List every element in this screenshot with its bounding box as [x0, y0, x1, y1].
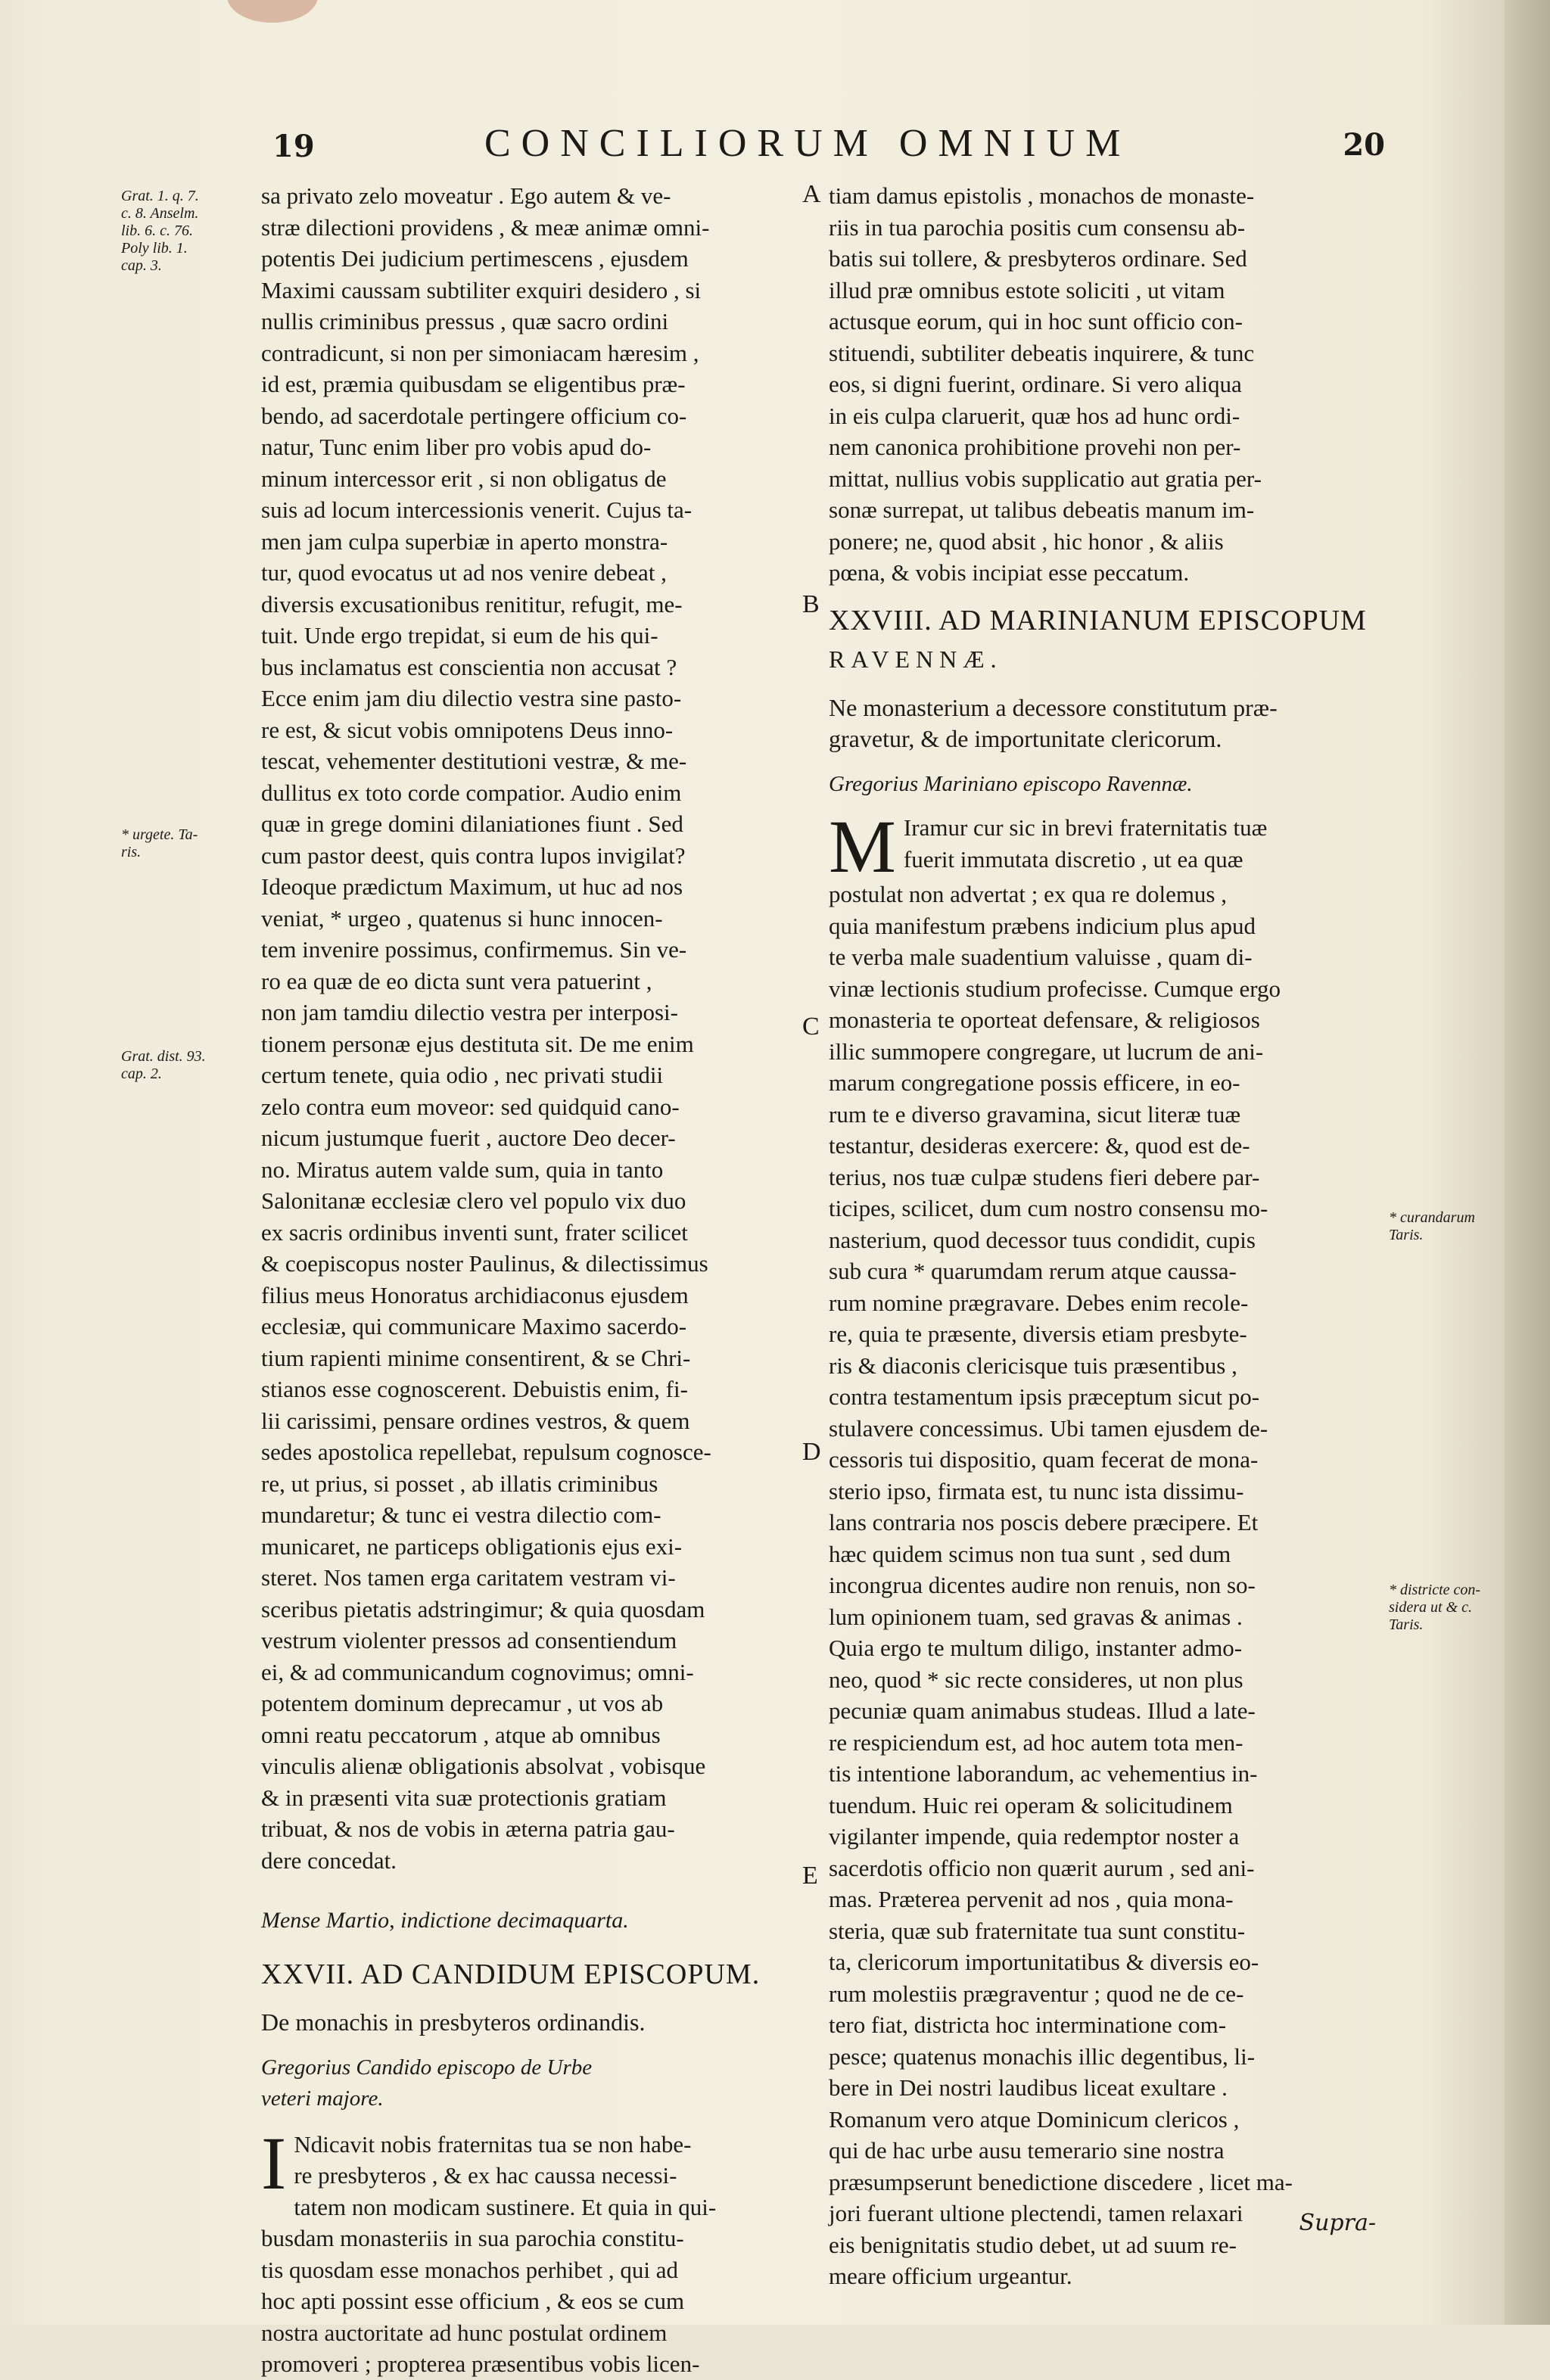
text-line: diversis excusationibus renititur, refugit, me-	[261, 590, 683, 618]
left-paragraph-1	[261, 180, 802, 1876]
margin-note-gratian-dist	[121, 1048, 254, 1083]
text-line: stianos esse cognoscerent. Debuistis enim, fi-	[261, 1376, 688, 1402]
margin-note-line: Taris.	[1389, 1616, 1424, 1633]
text-line: monasteria te oporteat defensare, & religiosos	[829, 1006, 1260, 1033]
running-title: CONCILIORUM OMNIUM	[484, 122, 1131, 165]
left-paragraph-2	[261, 2120, 802, 2380]
text-line: vigilanter impende, quia redemptor noster a	[829, 1823, 1240, 1850]
text-line: præsumpserunt benedictione discedere , licet ma-	[829, 2168, 1293, 2195]
text-line: pecuniæ quam animabus studeas. Illud a late-	[829, 1697, 1256, 1724]
text-line: Ecce enim jam diu dilectio vestra sine pasto-	[261, 685, 682, 711]
text-line: hoc apti possint esse officium , & eos se cum	[261, 2288, 685, 2314]
text-line: lii carissimi, pensare ordines vestros, & quem	[261, 1407, 690, 1434]
text-line: illud præ omnibus estote soliciti , ut vitam	[829, 276, 1225, 303]
section-title-xxviii: XXVIII. AD MARINIANUM EPISCOPUM	[829, 604, 1367, 636]
right-paragraph-1	[829, 180, 1385, 589]
text-line: te verba male suadentium valuisse , quam di-	[829, 944, 1253, 970]
text-line: incongrua dicentes audire non renuis, non so-	[829, 1572, 1256, 1598]
text-line: terius, nos tuæ culpæ studens fieri debere par-	[829, 1163, 1260, 1190]
text-line: riis in tua parochia positis cum consensu ab-	[829, 213, 1246, 241]
salutation-xxviii: Gregorius Mariniano episcopo Ravennæ.	[829, 771, 1193, 796]
text-line: fuerit immutata discretio , ut ea quæ	[903, 845, 1243, 873]
text-line: eis benignitatis studio debet, ut ad suum re-	[829, 2231, 1237, 2258]
section-subtitle-xxviii-line1: Ne monasterium a decessore constitutum præ-	[829, 693, 1278, 721]
text-line: bendo, ad sacerdotale pertingere officium co-	[261, 402, 687, 429]
text-line: men jam culpa superbiæ in aperto monstra-	[261, 527, 668, 555]
text-line: tium rapienti minime consentirent, & se Chri-	[261, 1344, 691, 1371]
adjacent-page-edge	[1505, 0, 1550, 2325]
text-line: cessoris tui dispositio, quam fecerat de mona-	[829, 1446, 1259, 1473]
text-line: id est, præmia quibusdam se eligentibus præ-	[261, 371, 686, 397]
text-line: lans contraria nos poscis debere præcipere. Et	[829, 1509, 1259, 1535]
text-line: eos, si digni fuerint, ordinare. Si vero aliqua	[829, 371, 1242, 397]
text-line: jori fuerant ultione plectendi, tamen relaxari	[829, 2200, 1243, 2226]
text-line: ticipes, scilicet, dum cum nostro consensu mo-	[829, 1195, 1268, 1221]
text-line: tatem non modicam sustinere. Et quia in qui-	[294, 2193, 717, 2220]
running-header	[257, 121, 1393, 174]
text-line: testantur, desideras exercere: &, quod est de-	[829, 1132, 1250, 1159]
salutation-xxvii-line1: Gregorius Candido episcopo de Urbe	[261, 2055, 593, 2080]
text-line: tero fiat, districta hoc interminatione com-	[829, 2011, 1227, 2038]
text-line: non jam tamdiu dilectio vestra per interposi-	[261, 999, 678, 1025]
text-line: tur, quod evocatus ut ad nos venire debeat ,	[261, 559, 667, 586]
text-line: tuit. Unde ergo trepidat, si eum de his qui-	[261, 622, 658, 649]
text-line: qui de hac urbe ausu temerario sine nostra	[829, 2137, 1225, 2164]
text-line: re presbyteros , & ex hac caussa necessi-	[294, 2162, 677, 2189]
text-line: re est, & sicut vobis omnipotens Deus inno-	[261, 716, 674, 743]
text-line: mas. Præterea pervenit ad nos , quia mona-	[829, 1886, 1234, 1912]
margin-note-districte	[1389, 1582, 1510, 1634]
text-line: neo, quod * sic recte consideres, ut non plus	[829, 1666, 1243, 1693]
text-line: contradicunt, si non per simoniacam hæresim ,	[261, 339, 699, 366]
text-line: Ndicavit nobis fraternitas tua se non habe-	[294, 2130, 692, 2158]
catchword: Supra-	[1299, 2210, 1376, 2236]
text-line: stituendi, subtiliter debeatis inquirere, & tunc	[829, 339, 1255, 366]
left-column	[261, 180, 802, 2380]
text-line: re respiciendum est, ad hoc autem tota men-	[829, 1728, 1243, 1756]
text-line: steret. Nos tamen erga caritatem vestram vi-	[261, 1564, 676, 1591]
text-line: mittat, nullius vobis supplicatio aut gratia per-	[829, 465, 1262, 492]
text-line: postulat non advertat ; ex qua re dolemus ,	[829, 881, 1228, 907]
page-number-left: 19	[272, 129, 315, 164]
text-line: zelo contra eum moveor: sed quidquid cano-	[261, 1093, 680, 1120]
text-line: nostra auctoritate ad hunc postulat ordinem	[261, 2319, 668, 2346]
text-line: rum nomine prægravare. Debes enim recole-	[829, 1289, 1249, 1316]
text-line: nem canonica prohibitione provehi non per-	[829, 434, 1241, 460]
text-line: dullitus ex toto corde compatior. Audio enim	[261, 779, 682, 806]
text-line: ro ea quæ de eo dicta sunt vera patuerint ,	[261, 967, 652, 994]
text-line: quæ in grege domini dilaniationes fiunt . Sed	[261, 810, 683, 837]
text-line: filius meus Honoratus archidiaconus ejusdem	[261, 1281, 689, 1308]
text-line: vinæ lectionis studium profecisse. Cumque ergo	[829, 975, 1281, 1002]
text-line: quia manifestum præbens indicium plus apud	[829, 912, 1256, 939]
margin-note-line: lib. 6. c. 76.	[121, 222, 193, 239]
margin-note-line: Taris.	[1389, 1227, 1424, 1243]
text-line: tionem personæ ejus destituta sit. De me enim	[261, 1030, 694, 1057]
text-line: tem invenire possimus, confirmemus. Sin ve-	[261, 936, 687, 963]
text-line: tescat, vehementer destitutioni vestræ, & me-	[261, 748, 687, 774]
text-line: ponere; ne, quod absit , hic honor , & aliis	[829, 527, 1224, 555]
text-line: Maximi caussam subtiliter exquiri desidero , si	[261, 276, 702, 303]
text-line: natur, Tunc enim liber pro vobis apud do-	[261, 434, 652, 460]
text-line: stræ dilectioni providens , & meæ animæ omni-	[261, 213, 710, 241]
text-line: contra testamentum ipsis præceptum sicut po-	[829, 1383, 1260, 1410]
text-line: sceribus pietatis adstringimur; & quia quosdam	[261, 1595, 705, 1622]
date-line: Mense Martio, indictione decimaquarta.	[261, 1908, 629, 1933]
text-line: ris & diaconis clericisque tuis præsentibus ,	[829, 1352, 1237, 1379]
margin-note-gratian	[121, 188, 254, 275]
text-line: nullis criminibus pressus , quæ sacro ordini	[261, 308, 669, 334]
text-line: illic summopere congregare, ut lucrum de ani-	[829, 1038, 1264, 1065]
page-number-right: 20	[1343, 127, 1385, 163]
text-line: potentem dominum deprecamur , ut vos ab	[261, 1690, 664, 1716]
text-line: busdam monasteriis in sua parochia constitu-	[261, 2225, 684, 2251]
text-line: meare officium urgeantur.	[829, 2263, 1072, 2289]
text-line: mundaretur; & tunc ei vestra dilectio com-	[261, 1501, 661, 1528]
text-line: rum te e diverso gravamina, sicut literæ tuæ	[829, 1100, 1241, 1128]
margin-note-line: ris.	[121, 844, 142, 860]
text-line: re, ut prius, si posset , ab illatis criminibus	[261, 1470, 658, 1497]
text-line: minum intercessor erit , si non obligatus de	[261, 465, 667, 492]
text-line: bus inclamatus est conscientia non accusat ?	[261, 653, 677, 680]
text-line: sa privato zelo moveatur . Ego autem & ve-	[261, 182, 671, 209]
text-line: tis quosdam esse monachos perhibet , qui ad	[261, 2256, 679, 2283]
margin-note-line: c. 8. Anselm.	[121, 205, 199, 222]
margin-note-curandarum	[1389, 1209, 1510, 1244]
text-line: nasterium, quod decessor tuus condidit, cupis	[829, 1226, 1256, 1253]
section-subtitle-xxviii-line2: gravetur, & de importunitate clericorum.	[829, 725, 1222, 752]
margin-note-line: Poly lib. 1.	[121, 240, 188, 257]
text-line: suis ad locum intercessionis venerit. Cujus ta-	[261, 496, 693, 523]
text-line: ta, clericorum importunitatibus & diversis eo-	[829, 1949, 1259, 1975]
margin-note-line: * districte con-	[1389, 1582, 1481, 1598]
text-line: tiam damus epistolis , monachos de monaste-	[829, 182, 1255, 209]
text-line: tis intentione laborandum, ac vehementius in-	[829, 1760, 1258, 1787]
text-line: sterio ipso, firmata est, tu nunc ista dissimu-	[829, 1477, 1244, 1504]
margin-note-line: sidera ut & c.	[1389, 1599, 1472, 1616]
text-line: tribuat, & nos de vobis in æterna patria gau-	[261, 1815, 675, 1842]
text-line: no. Miratus autem valde sum, quia in tanto	[261, 1156, 664, 1183]
text-line: ecclesiæ, qui communicare Maximo sacerdo-	[261, 1313, 687, 1339]
text-line: tuendum. Huic rei operam & solicitudinem	[829, 1791, 1233, 1818]
section-letter-e: E	[802, 1862, 818, 1890]
margin-note-line: Grat. 1. q. 7.	[121, 188, 199, 204]
text-line: potentis Dei judicium pertimescens , ejusdem	[261, 245, 689, 272]
text-line: bere in Dei nostri laudibus liceat exultare .	[829, 2074, 1228, 2101]
margin-note-line: Grat. dist. 93.	[121, 1048, 206, 1065]
text-line: batis sui tollere, & presbyteros ordinare. Sed	[829, 245, 1247, 272]
text-line: Ideoque prædictum Maximum, ut huc ad nos	[261, 873, 683, 900]
text-line: steria, quæ sub fraternitate tua sunt constitu-	[829, 1917, 1246, 1944]
text-line: pœna, & vobis incipiat esse peccatum.	[829, 559, 1190, 586]
margin-note-line: * curandarum	[1389, 1209, 1475, 1226]
text-line: nicum justumque fuerit , auctore Deo decer-	[261, 1125, 676, 1151]
text-line: ei, & ad communicandum cognovimus; omni-	[261, 1658, 694, 1685]
text-line: sub cura * quarumdam rerum atque caussa-	[829, 1258, 1237, 1284]
section-letter-b: B	[802, 590, 820, 618]
text-line: ex sacris ordinibus inventi sunt, frater scilicet	[261, 1218, 688, 1246]
text-line: sacerdotis officio non quærit aurum , sed ani-	[829, 1854, 1255, 1881]
text-line: cum pastor deest, quis contra lupos invigilat?	[261, 842, 686, 869]
margin-note-line: * urgete. Ta-	[121, 826, 198, 843]
section-title-xxviii-city: RAVENNÆ.	[829, 646, 1003, 673]
text-line: marum congregatione possis efficere, in eo-	[829, 1069, 1240, 1096]
text-line: municaret, ne particeps obligationis ejus exi-	[261, 1532, 683, 1560]
text-line: pesce; quatenus monachis illic degentibus, li-	[829, 2042, 1256, 2070]
text-line: & coepiscopus noster Paulinus, & dilectissimus	[261, 1250, 708, 1277]
text-line: veniat, * urgeo , quatenus si hunc innocen-	[261, 904, 663, 932]
section-title-xxvii: XXVII. AD CANDIDUM EPISCOPUM.	[261, 1958, 761, 1990]
text-line: certum tenete, quia odio , nec privati studii	[261, 1062, 664, 1088]
right-paragraph-2	[829, 804, 1385, 2292]
margin-note-line: cap. 3.	[121, 257, 162, 274]
text-line: re, quia te præsente, diversis etiam presbyte-	[829, 1321, 1247, 1347]
text-line: & in præsenti vita suæ protectionis gratiam	[261, 1784, 667, 1811]
text-line: rum molestiis prægraventur ; quod ne de ce-	[829, 1980, 1244, 2007]
text-line: Salonitanæ ecclesiæ clero vel populo vix duo	[261, 1187, 686, 1214]
dropcap-m: M	[829, 804, 896, 888]
text-line: sonæ surrepat, ut talibus debeatis manum im-	[829, 496, 1255, 523]
section-subtitle-xxvii: De monachis in presbyteros ordinandis.	[261, 2008, 646, 2036]
text-line: sedes apostolica repellebat, repulsum cognosce-	[261, 1439, 711, 1465]
salutation-xxvii-line2: veteri majore.	[261, 2086, 384, 2111]
text-line: Quia ergo te multum diligo, instanter admo-	[829, 1635, 1243, 1661]
text-line: actusque eorum, qui in hoc sunt officio con-	[829, 308, 1243, 334]
text-line: Romanum vero atque Dominicum clericos ,	[829, 2105, 1240, 2133]
text-line: lum opinionem tuam, sed gravas & animas .	[829, 1603, 1243, 1630]
text-line: dere concedat.	[261, 1846, 397, 1874]
text-line: promoveri ; propterea præsentibus vobis licen-	[261, 2350, 700, 2377]
text-line: stulavere concessimus. Ubi tamen ejusdem de-	[829, 1414, 1268, 1442]
section-letter-d: D	[802, 1438, 821, 1466]
text-line: hæc quidem scimus non tua sunt , sed dum	[829, 1540, 1231, 1567]
dropcap-i: I	[261, 2120, 287, 2205]
text-line: Iramur cur sic in brevi fraternitatis tuæ	[903, 814, 1268, 841]
text-line: in eis culpa claruerit, quæ hos ad hunc ordi-	[829, 402, 1240, 429]
margin-note-urgete	[121, 826, 254, 861]
text-line: vinculis alienæ obligationis absolvat , vobisque	[261, 1753, 706, 1779]
section-letter-c: C	[802, 1013, 820, 1041]
text-line: vestrum violenter pressos ad consentiendum	[261, 1627, 677, 1654]
right-column	[829, 180, 1385, 2292]
margin-note-line: cap. 2.	[121, 1066, 162, 1082]
section-letter-a: A	[802, 180, 821, 208]
text-line: omni reatu peccatorum , atque ab omnibus	[261, 1721, 661, 1748]
